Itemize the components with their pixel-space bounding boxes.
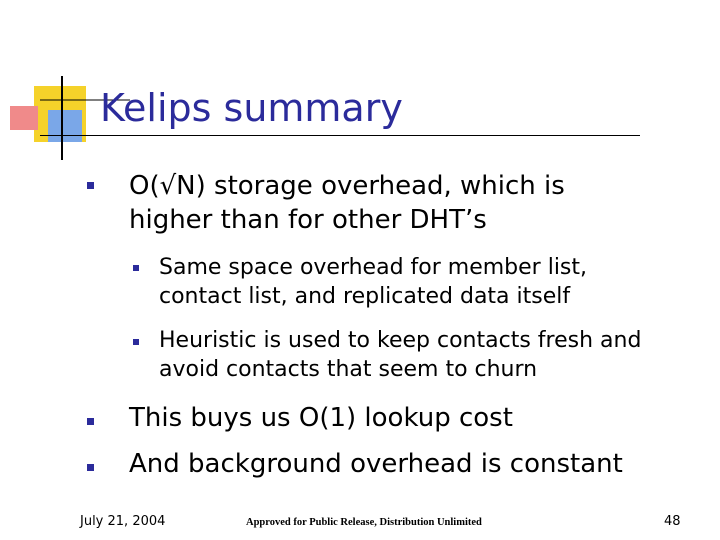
bullet-item — [129, 169, 565, 237]
bullet-line: Same space overhead for member list, — [159, 255, 588, 280]
bullet-line: contact list, and replicated data itself — [159, 284, 571, 309]
page-number: 48 — [664, 514, 681, 529]
slide-title: Kelips summary — [100, 86, 403, 130]
footer-notice: Approved for Public Release, Distribution Unlimited — [246, 517, 482, 528]
bullet-item — [129, 401, 513, 435]
bullet-line: Heuristic is used to keep contacts fresh and — [159, 328, 642, 353]
bullet-square-icon — [87, 418, 94, 425]
bullet-square-icon — [87, 182, 94, 189]
footer-date: July 21, 2004 — [80, 514, 166, 529]
bullet-line: This buys us O(1) lookup cost — [129, 403, 513, 433]
bullet-square-icon — [133, 339, 139, 345]
bullet-square-icon — [87, 464, 94, 471]
sub-bullet-item — [159, 253, 587, 311]
sub-bullet-item — [159, 326, 641, 384]
bullet-line: higher than for other DHT’s — [129, 205, 487, 235]
bullet-line: And background overhead is constant — [129, 449, 623, 479]
bullet-square-icon — [133, 265, 139, 271]
bullet-line: avoid contacts that seem to churn — [159, 357, 538, 382]
bullet-item — [129, 447, 623, 481]
bullet-line: O(√N) storage overhead, which is — [129, 171, 565, 201]
